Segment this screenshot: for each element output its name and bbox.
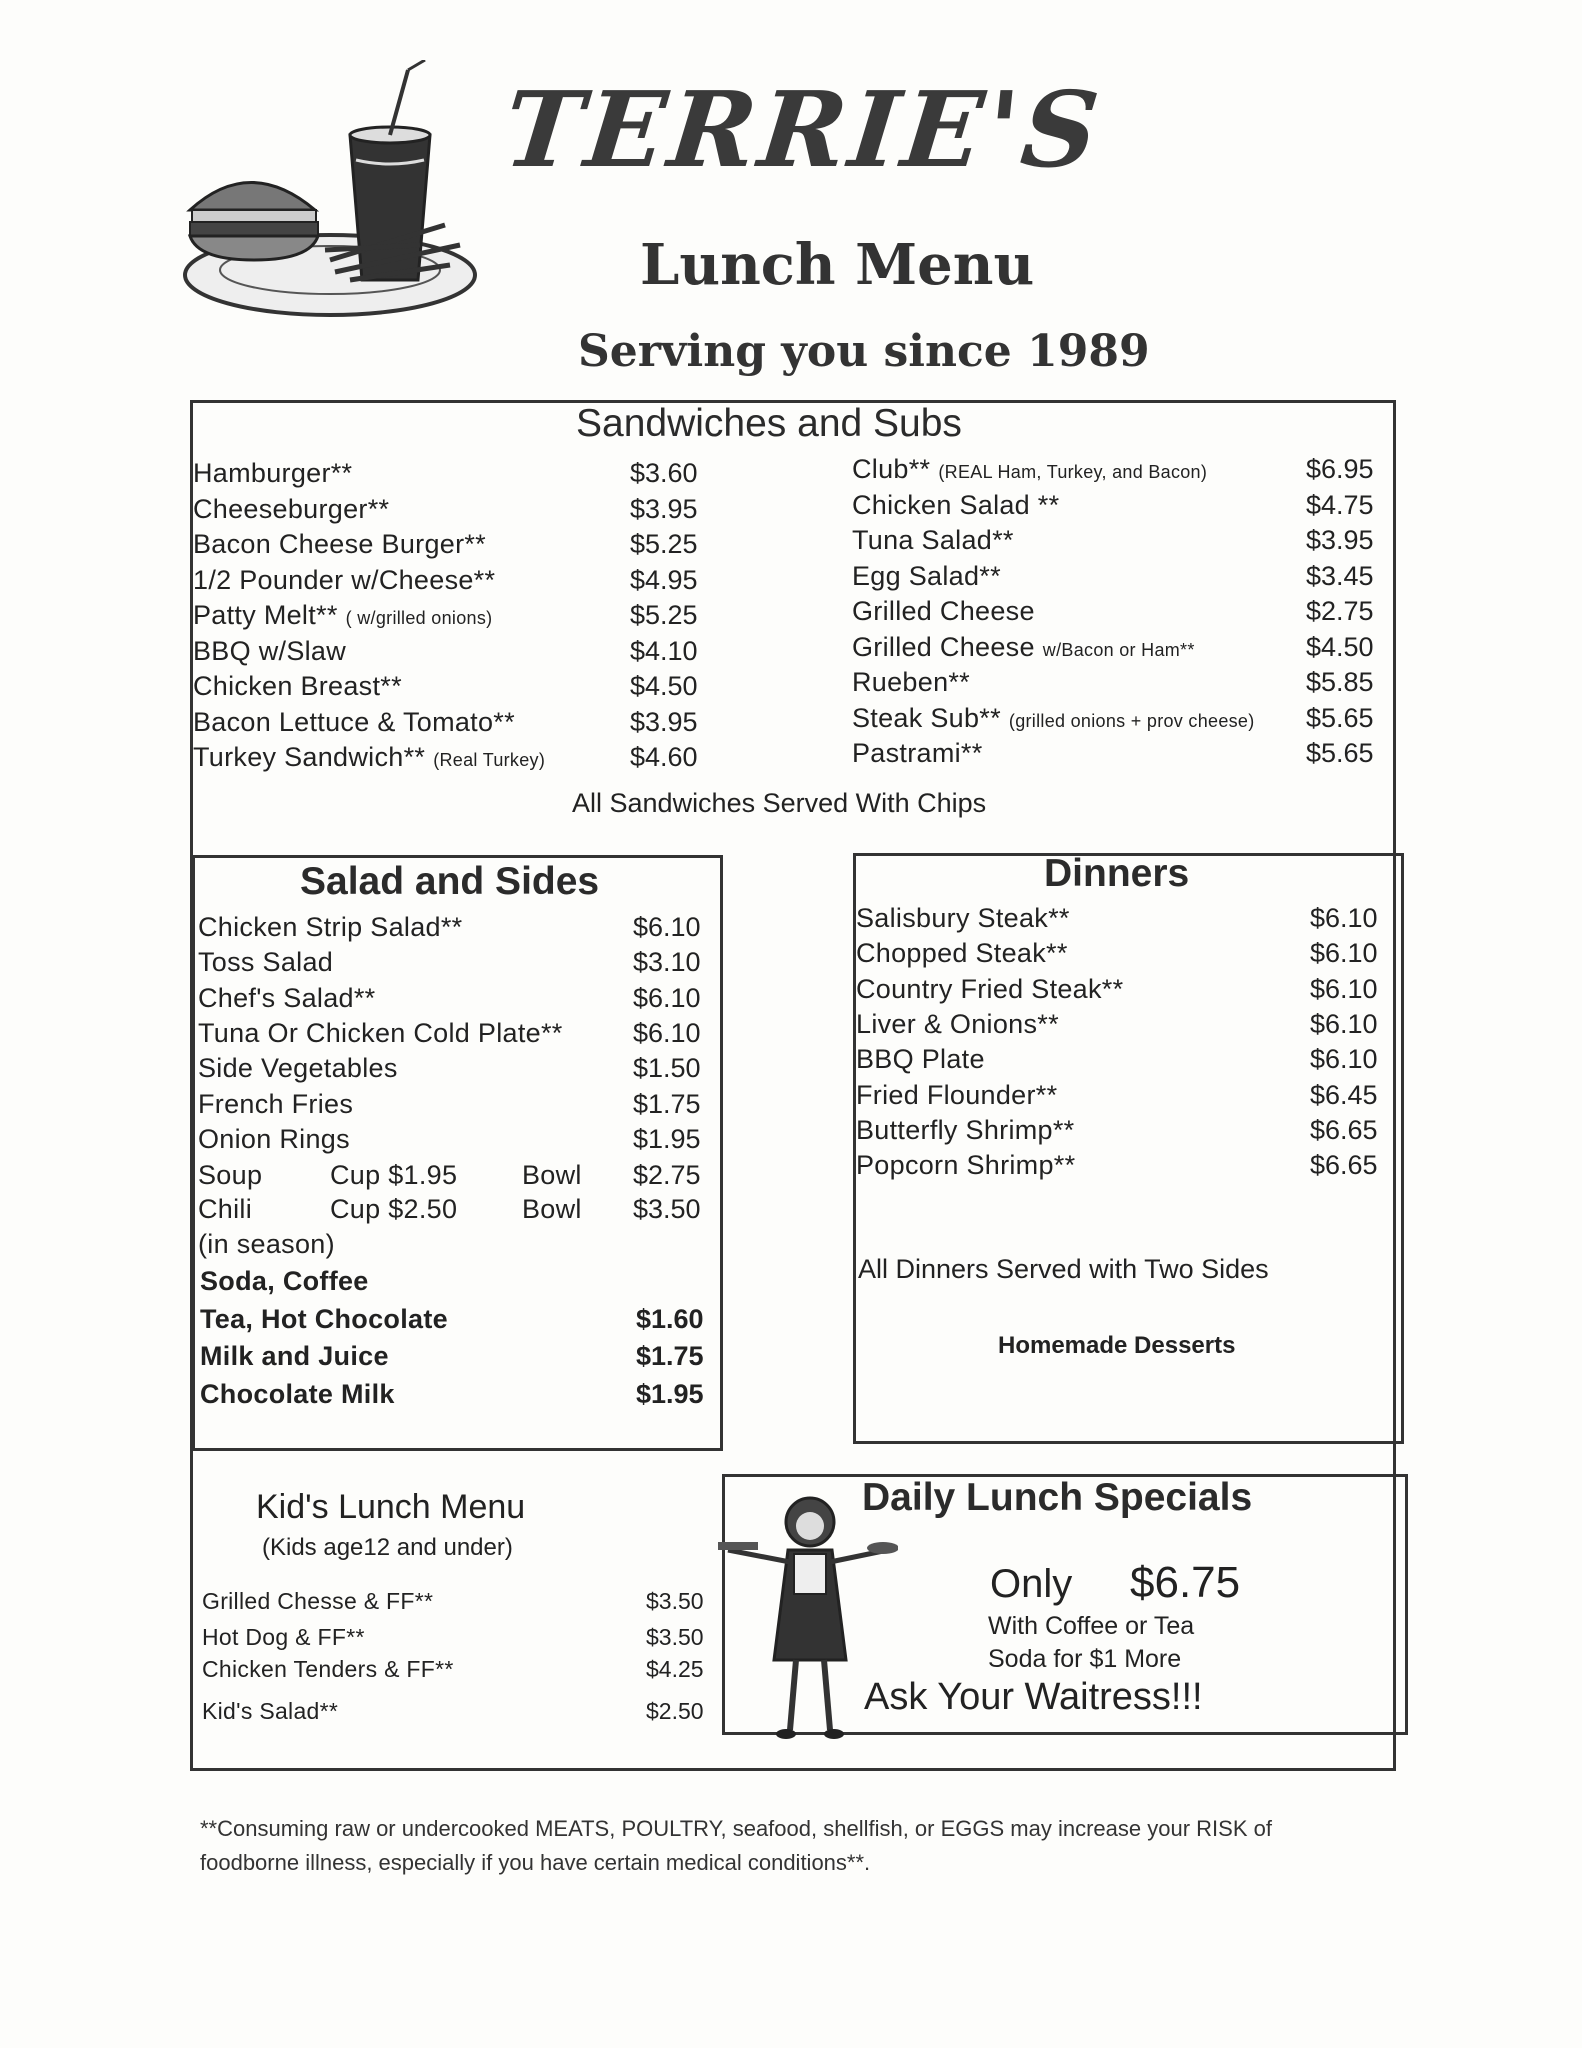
chili-name: Chili bbox=[198, 1194, 253, 1224]
item-price: $4.95 bbox=[630, 564, 698, 595]
item-price: $6.65 bbox=[1310, 1114, 1378, 1145]
health-warning-line2: foodborne illness, especially if you have certain medical conditions**. bbox=[200, 1850, 871, 1875]
item-price: $6.10 bbox=[633, 1017, 701, 1048]
item-name: Tuna Or Chicken Cold Plate** bbox=[198, 1017, 563, 1048]
item-note: ( w/grilled onions) bbox=[345, 608, 493, 628]
dinners-note: All Dinners Served with Two Sides bbox=[858, 1254, 1269, 1284]
item-name: Side Vegetables bbox=[198, 1053, 398, 1084]
item-price: $5.25 bbox=[630, 600, 698, 630]
item-price: $4.50 bbox=[630, 671, 698, 701]
specials-line1: With Coffee or Tea bbox=[988, 1612, 1195, 1640]
item-name: Tuna Salad** bbox=[852, 525, 1014, 555]
item-name: Chocolate Milk bbox=[200, 1378, 395, 1409]
item-price: $3.50 bbox=[646, 1588, 704, 1614]
item-price: $6.10 bbox=[1310, 938, 1378, 969]
item-name: Grilled Cheese bbox=[852, 631, 1035, 662]
kids-title: Kid's Lunch Menu bbox=[256, 1488, 526, 1526]
item-name: Chicken Salad ** bbox=[852, 489, 1060, 520]
item-price: $1.75 bbox=[633, 1088, 701, 1119]
item-price: $5.65 bbox=[1306, 738, 1374, 768]
item-name: Chicken Breast** bbox=[193, 671, 402, 701]
item-name: Country Fried Steak** bbox=[856, 973, 1124, 1004]
item-price: $6.10 bbox=[1310, 903, 1378, 933]
item-price: $6.10 bbox=[1310, 1008, 1378, 1039]
item-line bbox=[852, 703, 1255, 734]
item-name: Toss Salad bbox=[198, 947, 334, 978]
item-name: Rueben** bbox=[852, 667, 970, 697]
item-name: Popcorn Shrimp** bbox=[856, 1150, 1076, 1181]
tagline: Serving you since 1989 bbox=[578, 326, 1150, 377]
chili-bowl-price: $3.50 bbox=[633, 1194, 701, 1224]
soup-bowl-label: Bowl bbox=[522, 1160, 582, 1190]
item-name: Butterfly Shrimp** bbox=[856, 1114, 1075, 1145]
specials-ask: Ask Your Waitress!!! bbox=[864, 1676, 1203, 1718]
specials-only: Only bbox=[990, 1562, 1073, 1606]
item-name: Pastrami** bbox=[852, 738, 983, 768]
soup-name: Soup bbox=[198, 1160, 263, 1190]
item-price: $1.75 bbox=[636, 1341, 704, 1371]
item-price: $3.60 bbox=[630, 458, 698, 488]
item-note: (grilled onions + prov cheese) bbox=[1008, 710, 1255, 731]
soup-bowl-price: $2.75 bbox=[633, 1160, 701, 1190]
item-name: French Fries bbox=[198, 1088, 354, 1119]
chili-bowl-label: Bowl bbox=[522, 1194, 582, 1224]
item-price: $4.25 bbox=[646, 1656, 704, 1682]
item-name: Steak Sub** bbox=[852, 702, 1001, 733]
chili-cup-price: Cup $2.50 bbox=[330, 1194, 458, 1224]
item-price: $4.10 bbox=[630, 635, 698, 666]
item-name: Hamburger** bbox=[193, 458, 353, 488]
kids-subtitle: (Kids age12 and under) bbox=[262, 1534, 513, 1561]
item-name: Chef's Salad** bbox=[198, 982, 376, 1013]
item-name: Fried Flounder** bbox=[856, 1079, 1058, 1110]
burger-plate-illustration bbox=[180, 60, 480, 330]
specials-price: $6.75 bbox=[1130, 1558, 1241, 1607]
item-line bbox=[193, 600, 492, 631]
item-price: $6.65 bbox=[1310, 1150, 1378, 1181]
sandwiches-footnote: All Sandwiches Served With Chips bbox=[572, 788, 987, 818]
item-name: Chicken Strip Salad** bbox=[198, 912, 463, 942]
item-name: Soda, Coffee bbox=[200, 1266, 369, 1296]
item-name: Liver & Onions** bbox=[856, 1008, 1059, 1039]
item-price: $1.95 bbox=[633, 1123, 701, 1154]
item-name: Club** bbox=[852, 454, 931, 484]
item-note: (REAL Ham, Turkey, and Bacon) bbox=[938, 462, 1208, 482]
sandwiches-title: Sandwiches and Subs bbox=[576, 402, 962, 445]
item-name: Patty Melt** bbox=[193, 600, 338, 630]
item-name: Bacon Lettuce & Tomato** bbox=[193, 706, 515, 737]
item-price: $2.50 bbox=[646, 1698, 704, 1724]
item-price: $5.85 bbox=[1306, 667, 1374, 697]
item-name: Chopped Steak** bbox=[856, 938, 1068, 969]
menu-subtitle: Lunch Menu bbox=[640, 232, 1035, 298]
in-season-note: (in season) bbox=[198, 1229, 335, 1259]
item-price: $2.75 bbox=[1306, 596, 1374, 626]
item-name: Tea, Hot Chocolate bbox=[200, 1303, 448, 1334]
dinners-title: Dinners bbox=[1044, 852, 1190, 895]
item-price: $6.10 bbox=[1310, 1044, 1378, 1075]
item-price: $5.25 bbox=[630, 529, 698, 559]
item-name: Kid's Salad** bbox=[202, 1698, 339, 1724]
item-price: $3.45 bbox=[1306, 560, 1374, 591]
item-note: w/Bacon or Ham** bbox=[1042, 639, 1195, 660]
item-price: $3.50 bbox=[646, 1624, 704, 1650]
item-line bbox=[852, 632, 1195, 663]
item-note: (Real Turkey) bbox=[433, 750, 546, 770]
item-price: $4.50 bbox=[1306, 631, 1374, 662]
item-price: $3.95 bbox=[630, 706, 698, 737]
item-price: $5.65 bbox=[1306, 702, 1374, 733]
item-name: Grilled Chesse & FF** bbox=[202, 1588, 434, 1614]
item-name: Hot Dog & FF** bbox=[202, 1624, 365, 1650]
item-line bbox=[852, 454, 1207, 485]
specials-title: Daily Lunch Specials bbox=[862, 1476, 1253, 1519]
item-price: $4.75 bbox=[1306, 489, 1374, 520]
item-name: Onion Rings bbox=[198, 1123, 350, 1154]
item-price: $1.60 bbox=[636, 1303, 704, 1334]
item-price: $6.95 bbox=[1306, 454, 1374, 484]
item-price: $6.10 bbox=[1310, 973, 1378, 1004]
item-name: Egg Salad** bbox=[852, 560, 1001, 591]
salad-sides-title: Salad and Sides bbox=[300, 860, 600, 903]
item-name: Grilled Cheese bbox=[852, 596, 1035, 626]
item-name: Salisbury Steak** bbox=[856, 903, 1070, 933]
health-warning bbox=[200, 1812, 1400, 1880]
item-name: Cheeseburger** bbox=[193, 493, 390, 524]
item-name: 1/2 Pounder w/Cheese** bbox=[193, 564, 496, 595]
item-price: $1.95 bbox=[636, 1378, 704, 1409]
soup-cup-price: Cup $1.95 bbox=[330, 1160, 458, 1190]
item-price: $4.60 bbox=[630, 742, 698, 772]
health-warning-line1: **Consuming raw or undercooked MEATS, POULTRY, seafood, shellfish, or EGGS may increase your RISK of bbox=[200, 1816, 1272, 1841]
burger-icon bbox=[190, 183, 315, 211]
restaurant-title: TERRIE'S bbox=[498, 68, 1108, 191]
item-name: Chicken Tenders & FF** bbox=[202, 1656, 454, 1682]
item-name: BBQ Plate bbox=[856, 1044, 985, 1075]
item-name: BBQ w/Slaw bbox=[193, 635, 347, 666]
item-price: $3.95 bbox=[630, 493, 698, 524]
straw-icon bbox=[390, 70, 408, 135]
item-name: Milk and Juice bbox=[200, 1341, 389, 1371]
item-price: $1.50 bbox=[633, 1053, 701, 1084]
item-price: $3.10 bbox=[633, 947, 701, 978]
item-price: $6.10 bbox=[633, 982, 701, 1013]
item-price: $3.95 bbox=[1306, 525, 1374, 555]
item-name: Bacon Cheese Burger** bbox=[193, 529, 486, 559]
specials-line2: Soda for $1 More bbox=[988, 1645, 1182, 1673]
item-price: $6.10 bbox=[633, 912, 701, 942]
homemade-desserts: Homemade Desserts bbox=[998, 1332, 1236, 1359]
item-line bbox=[193, 742, 545, 773]
item-price: $6.45 bbox=[1310, 1079, 1378, 1110]
item-name: Turkey Sandwich** bbox=[193, 742, 426, 772]
